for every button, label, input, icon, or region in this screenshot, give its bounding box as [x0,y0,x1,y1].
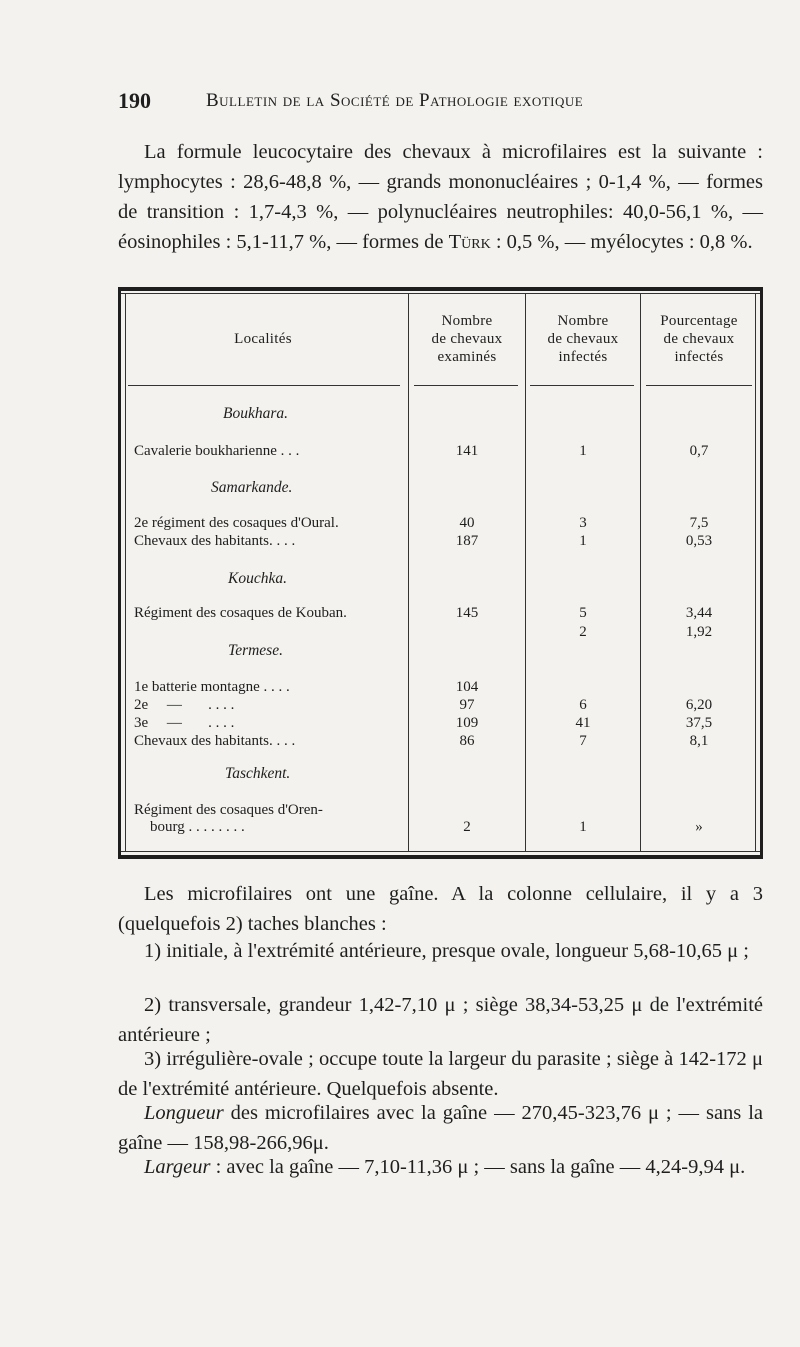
body-paragraph-4: 3) irrégulière-ovale ; occupe toute la largeur du parasite ; siège à 142-172 μ de l'extrémité antérieure. Quelquefois absente. [118,1048,763,1100]
intro-turk: Türk [448,231,491,253]
body-paragraph-6: Largeur : avec la gaîne — 7,10-11,36 μ ; — sans la gaîne — 4,24-9,94 μ. [144,1156,746,1178]
region-samarkande: Samarkande. [211,479,293,496]
table-top-rule [118,287,763,291]
region-boukhara: Boukhara. [223,405,289,422]
col-sep-3 [640,293,641,851]
body-paragraph-1: Les microfilaires ont une gaîne. A la colonne cellulaire, il y a 3 (quelquefois 2) taches blanches : [118,883,763,935]
table-right-rule [760,287,763,859]
body-paragraph-2: 1) initiale, à l'extrémité antérieure, presque ovale, longueur 5,68-10,65 μ ; [144,940,749,962]
region-taschkent: Taschkent. [225,765,291,782]
body-paragraph-5: Longueur des microfilaires avec la gaîne — 270,45-323,76 μ ; — sans la gaîne — 158,98-266,96μ. [118,1102,763,1154]
running-title: Bulletin de la Société de Pathologie exotique [206,90,584,111]
col-sep-1 [408,293,409,851]
intro-text-1: La formule leucocytaire des chevaux à microfilaires est la suivante : lymphocytes : 28,6-48,8 %, — grands mononucléaires ; 0-1,4 %, — formes de transition : 1,7-4,3 %, — polynucléaires neutrophiles: 40,0-56,1 %, — éosinophiles : 5,1-11,7 %, — formes de [118,141,763,253]
longueur-label: Longueur [144,1102,224,1124]
header-localites: Localités [234,331,292,347]
page-header [118,88,678,116]
col-sep-2 [525,293,526,851]
data-table: Localités Nombre de chevaux examinés Nombre de chevaux infectés Pourcentage de chevaux infectés Boukhara. Samarkande. Kouchka. Termese. Taschkent. Cavalerie boukharienne . . . 141 1 0,7 2e régiment des cosaques d'Oural. 40 3 7,5 Chevaux des habitants. . . . 187 1 0,53 Régiment des cosaques de Kouban. 145 5 3,44 2 1,92 1e batterie montagne . . . . 104 2e — . . . . 97 6 6,20 3e — . . . . 109 41 37,5 Chevaux des habitants. . . . 86 7 8,1 Régiment des cosaques d'Oren- bourg . . . . . . . . 2 1 » [118,287,763,859]
header-examines: Nombre de chevaux examinés [431,313,503,365]
table-left-rule [118,287,121,859]
table-bottom-rule [118,855,763,859]
body-paragraph-3: 2) transversale, grandeur 1,42-7,10 μ ; siège 38,34-53,25 μ de l'extrémité antérieure ; [118,994,763,1046]
page-number: 190 [118,88,151,113]
region-termese: Termese. [228,642,283,659]
intro-paragraph [118,137,763,257]
intro-text-2: : 0,5 %, — myélocytes : 0,8 %. [490,231,753,253]
header-pourcentage: Pourcentage de chevaux infectés [660,313,738,365]
header-infectes: Nombre de chevaux infectés [547,313,619,365]
largeur-label: Largeur [144,1156,211,1178]
region-kouchka: Kouchka. [228,570,287,587]
